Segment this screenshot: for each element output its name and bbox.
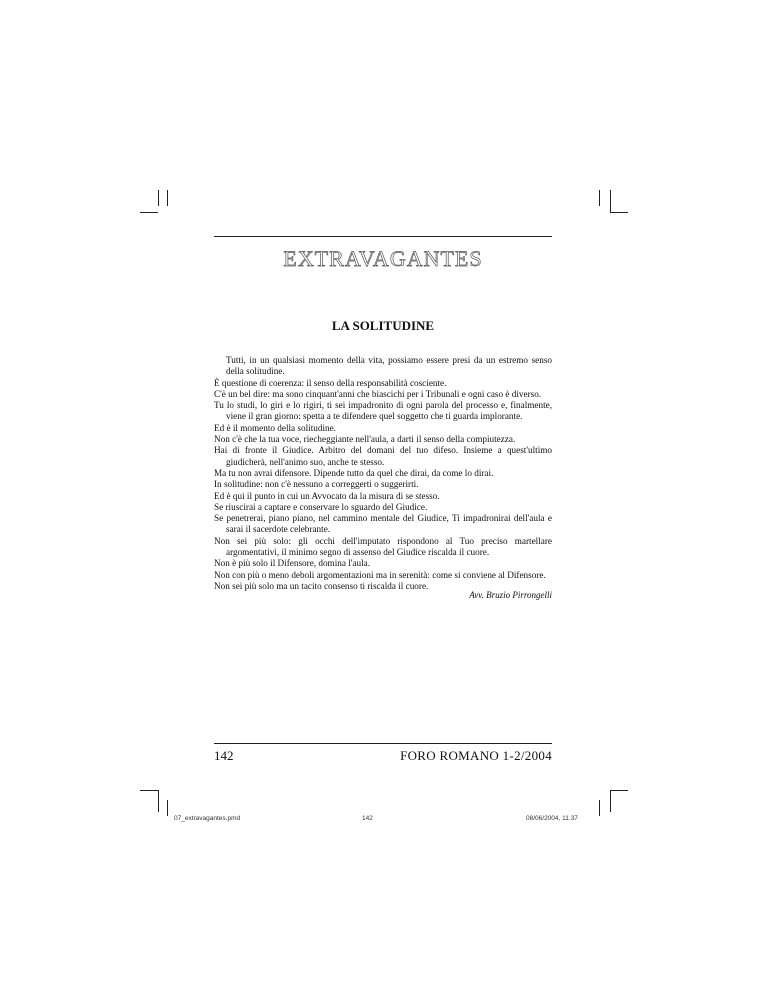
slug-datetime: 08/06/2004, 11.37 — [526, 815, 578, 822]
journal-name: FORO ROMANO 1-2/2004 — [400, 748, 552, 763]
crop-mark — [610, 790, 611, 812]
crop-mark — [140, 212, 158, 213]
header-rule — [214, 236, 552, 237]
crop-mark — [610, 212, 628, 213]
paragraph: Non con più o meno deboli argomentazioni ma in serenità: come si conviene al Difensore. — [214, 569, 546, 580]
slug-page: 142 — [362, 815, 373, 822]
crop-mark — [167, 190, 168, 206]
slug-file: 07_extravagantes.pmd — [174, 815, 241, 822]
paragraph: Non c'è che la tua voce, riecheggiante nell'aula, a darti il senso della compiutezza. — [214, 434, 516, 445]
paragraph: C'è un bel dire: ma sono cinquant'anni che biascichi per i Tribunali e ogni caso è diverso. — [214, 388, 542, 399]
author-signature: Avv. Bruzio Pirrongelli — [469, 590, 552, 600]
crop-mark — [158, 190, 159, 206]
paragraph: Non sei più solo ma un tacito consenso ti riscalda il cuore. — [214, 580, 429, 591]
crop-mark — [599, 190, 600, 206]
crop-mark — [167, 800, 168, 816]
crop-mark — [610, 790, 628, 791]
paragraph: Ed è qui il punto in cui un Avvocato da la misura di se stesso. — [214, 490, 440, 501]
paragraph: Ed è il momento della solitudine. — [214, 422, 336, 433]
paragraph: Non è più solo il Difensore, domina l'aula. — [214, 558, 371, 569]
paragraph: È questione di coerenza: il senso della responsabilità cosciente. — [214, 377, 447, 388]
footer-rule — [214, 743, 552, 744]
crop-mark — [610, 190, 611, 212]
article-title: LA SOLITUDINE — [331, 318, 435, 333]
paragraph: Tu lo studi, lo giri e lo rigiri, ti sei impadronito di ogni parola del processo e, finalmente, viene il gran giorno: spetta a te difendere quel soggetto che ti guarda implorante. — [214, 400, 552, 422]
crop-mark — [599, 800, 600, 816]
paragraph: Ma tu non avrai difensore. Dipende tutto da quel che dirai, da come lo dirai. — [214, 467, 494, 478]
crop-mark — [158, 790, 159, 812]
paragraph: Se penetrerai, piano piano, nel cammino mentale del Giudice, Ti impadronirai dell'aula e sarai il sacerdote celebrante. — [214, 513, 552, 535]
crop-mark — [140, 790, 158, 791]
paragraph: Se riuscirai a captare e conservare lo sguardo del Giudice. — [214, 501, 428, 512]
section-title: EXTRAVAGANTES — [283, 246, 483, 271]
page-number: 142 — [214, 748, 234, 763]
paragraph: In solitudine: non c'è nessuno a correggerti o suggerirti. — [214, 479, 419, 490]
paragraph: Non sei più solo: gli occhi dell'imputato rispondono al Tuo preciso martellare argomentativi, il minimo segno di assenso del Giudice riscalda il cuore. — [214, 535, 552, 558]
article-body — [214, 355, 552, 592]
paragraph: Hai di fronte il Giudice. Arbitro del domani del tuo difeso. Insieme a quest'ultimo giudicherà, nell'animo suo, anche te stesso. — [214, 445, 552, 467]
paragraph: Tutti, in un qualsiasi momento della vita, possiamo essere presi da un estremo senso della solitudine. — [226, 355, 552, 377]
